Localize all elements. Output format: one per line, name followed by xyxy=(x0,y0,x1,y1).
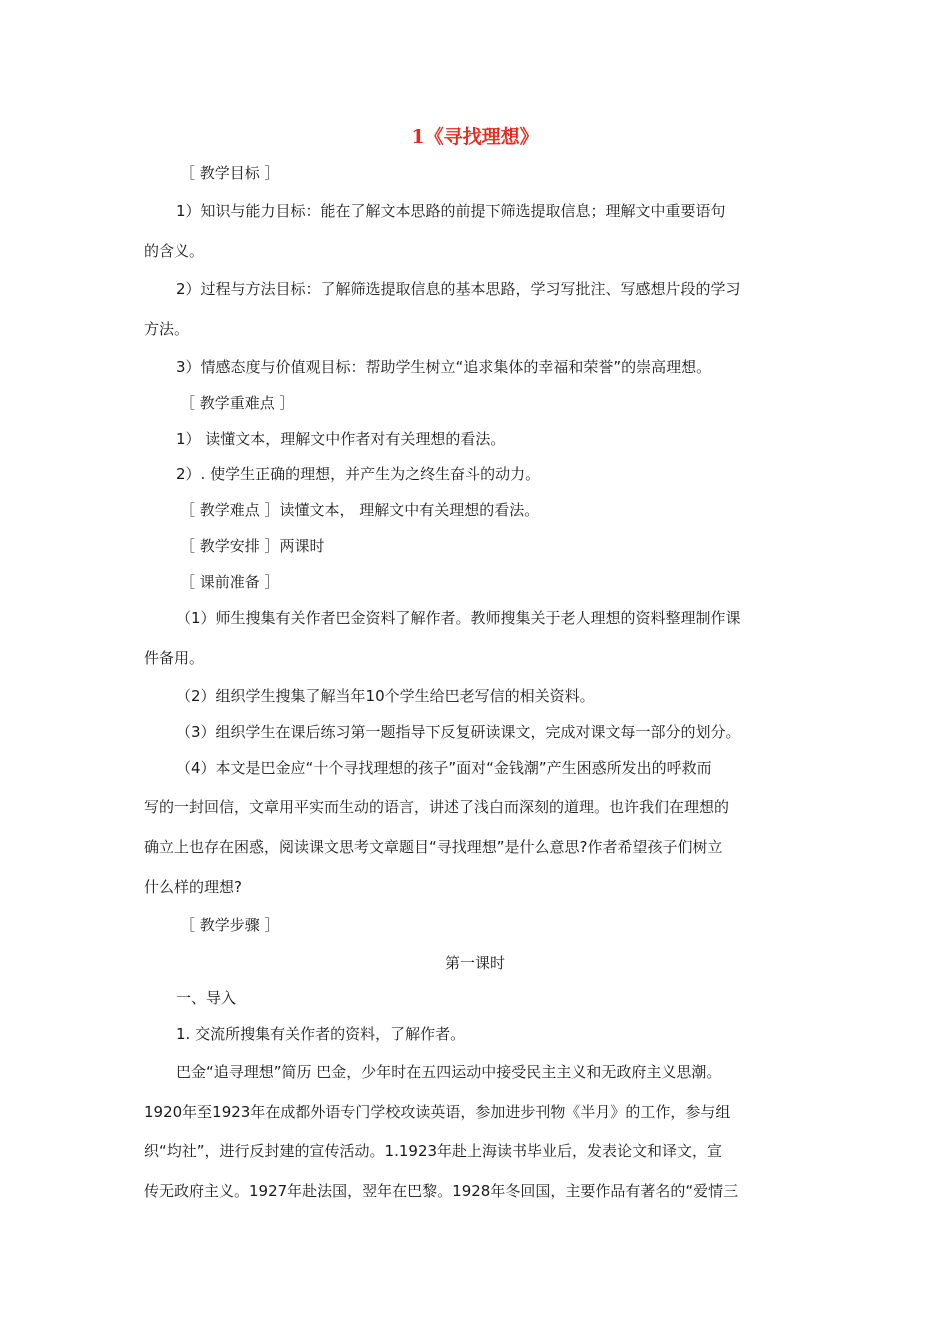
bio-line-1: 巴金“追寻理想”简历 巴金，少年时在五四运动中接受民主主义和无政府主义思潮。 xyxy=(176,1063,722,1081)
key-point-1: 1） 读懂文本，理解文中作者对有关理想的看法。 xyxy=(176,430,506,448)
bio-line-2: 1920年至1923年在成都外语专门学校攻读英语，参加进步刊物《半月》的工作，参与组 xyxy=(144,1103,731,1121)
goal-3: 3）情感态度与价值观目标：帮助学生树立“追求集体的幸福和荣誉”的崇高理想。 xyxy=(176,358,712,376)
section-header-key-points: ［ 教学重难点 ］ xyxy=(180,394,295,412)
prep-1-line-1: （1）师生搜集有关作者巴金资料了解作者。教师搜集关于老人理想的资料整理制作课 xyxy=(176,609,741,627)
goal-2-line-1: 2）过程与方法目标：了解筛选提取信息的基本思路，学习写批注、写感想片段的学习 xyxy=(176,280,741,298)
prep-4-line-3: 确立上也存在困惑，阅读课文思考文章题目“寻找理想”是什么意思?作者希望孩子们树立 xyxy=(144,838,723,856)
section-header-preparation: ［ 课前准备 ］ xyxy=(180,573,280,591)
goal-1-line-1: 1）知识与能力目标：能在了解文本思路的前提下筛选提取信息；理解文中重要语句 xyxy=(176,202,726,220)
prep-4-line-4: 什么样的理想? xyxy=(144,878,242,896)
prep-4-line-2: 写的一封回信，文章用平实而生动的语言，讲述了浅白而深刻的道理。也许我们在理想的 xyxy=(144,798,730,816)
goal-2-line-2: 方法。 xyxy=(144,320,190,338)
bio-line-4: 传无政府主义。1927年赴法国，翌年在巴黎。1928年冬回国，主要作品有著名的“爱情三 xyxy=(144,1182,739,1200)
goal-1-line-2: 的含义。 xyxy=(144,242,205,260)
prep-3: （3）组织学生在课后练习第一题指导下反复研读课文，完成对课文每一部分的划分。 xyxy=(176,723,741,741)
bio-line-3: 织“均社”，进行反封建的宣传活动。1.1923年赴上海读书毕业后，发表论文和译文，宣 xyxy=(144,1142,723,1160)
prep-1-line-2: 件备用。 xyxy=(144,649,205,667)
key-point-2: 2）. 使学生正确的理想，并产生为之终生奋斗的动力。 xyxy=(176,465,541,483)
prep-4-line-1: （4）本文是巴金应“十个寻找理想的孩子”面对“金钱潮”产生困惑所发出的呼救而 xyxy=(176,759,712,777)
intro-item-1: 1. 交流所搜集有关作者的资料，了解作者。 xyxy=(176,1025,466,1043)
document-title: 1《寻找理想》 xyxy=(411,126,539,148)
section-header-goals: ［ 教学目标 ］ xyxy=(180,164,280,182)
intro-heading: 一、导入 xyxy=(176,989,237,1007)
prep-2: （2）组织学生搜集了解当年10个学生给巴老写信的相关资料。 xyxy=(176,687,595,705)
lesson-1-heading: 第一课时 xyxy=(444,954,505,972)
section-header-steps: ［ 教学步骤 ］ xyxy=(180,916,280,934)
schedule-line: ［ 教学安排 ］两课时 xyxy=(180,537,325,555)
difficulty-line: ［ 教学难点 ］读懂文本， 理解文中有关理想的看法。 xyxy=(180,501,540,519)
